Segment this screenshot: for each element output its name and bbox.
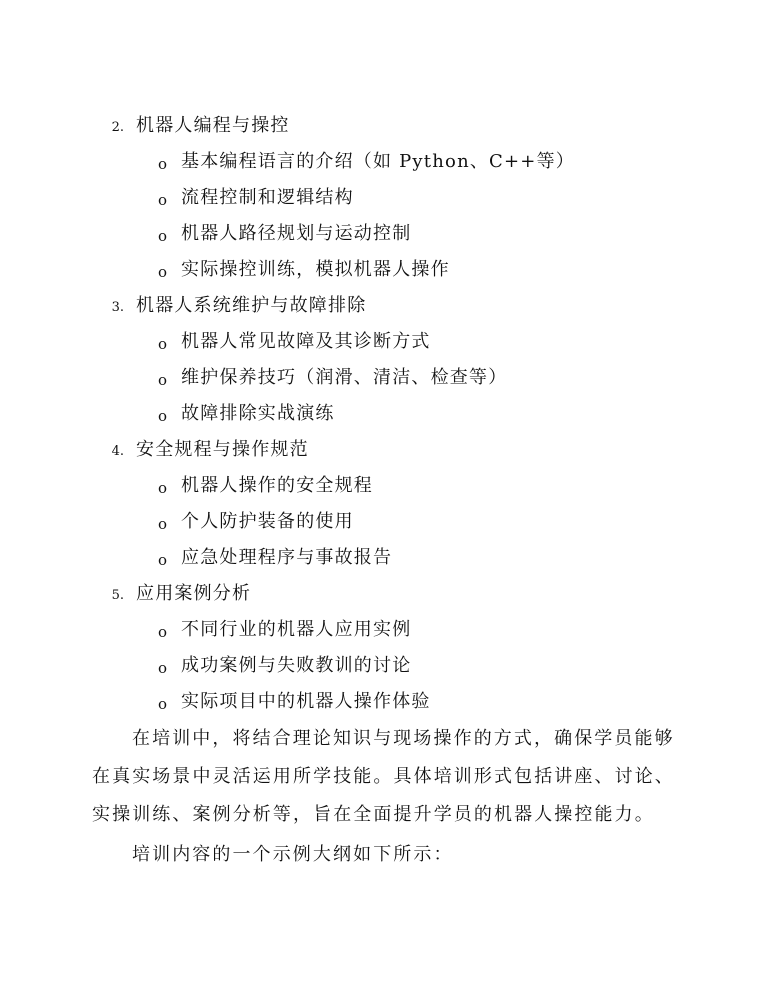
bullet-marker: o <box>158 155 168 173</box>
bullet-marker: o <box>158 191 168 209</box>
paragraph-line: 在真实场景中灵活运用所学技能。具体培训形式包括讲座、讨论、 <box>92 766 675 787</box>
bullet-marker: o <box>158 623 168 641</box>
bullet-marker: o <box>158 371 168 389</box>
list-item: 基本编程语言的介绍（如 Python、C++等） <box>181 151 575 172</box>
list-item: 机器人路径规划与运动控制 <box>181 223 412 244</box>
section-number: 2. <box>111 120 124 135</box>
list-item: 维护保养技巧（润滑、清洁、检查等） <box>181 367 508 388</box>
list-item: 不同行业的机器人应用实例 <box>181 619 412 640</box>
paragraph-line: 在培训中，将结合理论知识与现场操作的方式，确保学员能够 <box>132 728 675 749</box>
bullet-marker: o <box>158 263 168 281</box>
list-item: 实际项目中的机器人操作体验 <box>181 691 431 712</box>
list-item: 实际操控训练，模拟机器人操作 <box>181 259 450 280</box>
list-item: 故障排除实战演练 <box>181 403 335 424</box>
section-number: 3. <box>111 300 124 315</box>
bullet-marker: o <box>158 227 168 245</box>
list-item: 流程控制和逻辑结构 <box>181 187 354 208</box>
bullet-marker: o <box>158 479 168 497</box>
section-title: 应用案例分析 <box>136 583 252 604</box>
list-item: 机器人操作的安全规程 <box>181 475 373 496</box>
bullet-marker: o <box>158 407 168 425</box>
paragraph-line: 培训内容的一个示例大纲如下所示： <box>132 844 454 865</box>
section-number: 5. <box>111 588 124 603</box>
bullet-marker: o <box>158 335 168 353</box>
bullet-marker: o <box>158 515 168 533</box>
list-item: 应急处理程序与事故报告 <box>181 547 393 568</box>
section-number: 4. <box>111 444 124 459</box>
bullet-marker: o <box>158 659 168 677</box>
section-title: 安全规程与操作规范 <box>136 439 309 460</box>
bullet-marker: o <box>158 695 168 713</box>
list-item: 成功案例与失败教训的讨论 <box>181 655 412 676</box>
list-item: 个人防护装备的使用 <box>181 511 354 532</box>
section-title: 机器人编程与操控 <box>136 115 290 136</box>
section-title: 机器人系统维护与故障排除 <box>136 295 367 316</box>
paragraph-line: 实操训练、案例分析等，旨在全面提升学员的机器人操控能力。 <box>92 804 655 825</box>
list-item: 机器人常见故障及其诊断方式 <box>181 331 431 352</box>
bullet-marker: o <box>158 551 168 569</box>
